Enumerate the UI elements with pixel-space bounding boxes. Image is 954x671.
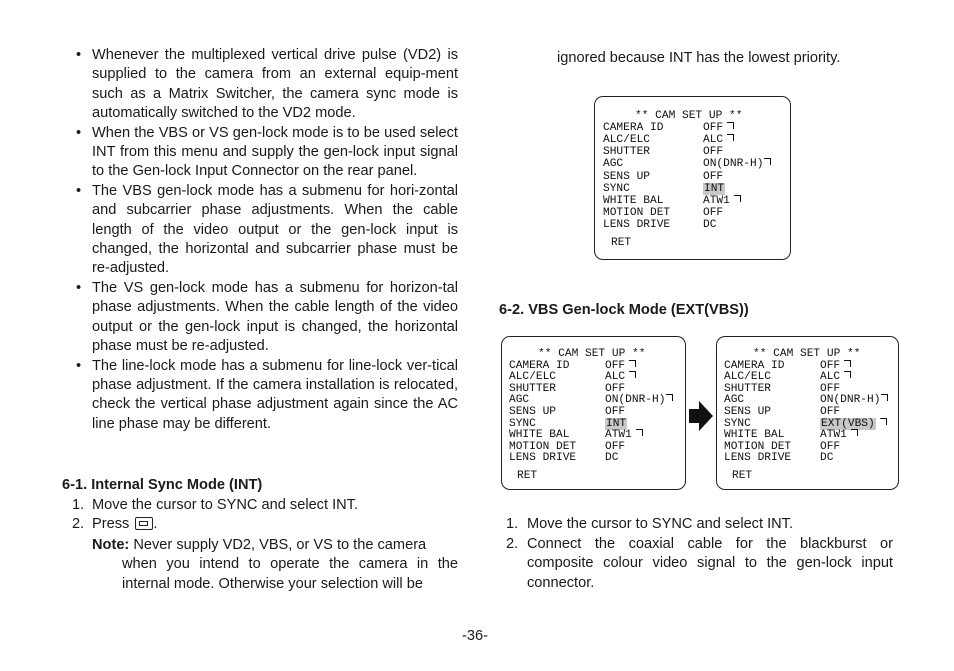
menu-value: DC (605, 452, 619, 465)
menu-label: SYNC (603, 182, 630, 195)
submenu-corner-icon (727, 122, 734, 129)
menu-value: DC (820, 452, 834, 465)
submenu-corner-icon (629, 371, 636, 378)
note-block (92, 536, 458, 594)
menu-label: CAMERA ID (724, 359, 785, 372)
step-number: 1. (506, 516, 519, 532)
set-button-icon (135, 517, 153, 530)
menu-label: SHUTTER (724, 382, 771, 395)
menu-label: AGC (509, 394, 530, 407)
menu-value: ALC (703, 134, 724, 147)
bullet-item: • The VS gen-lock mode has a submenu for horizon-tal phase adjustments. When the cable length of the video output or the gen-lock input is changed, the horizontal phase must be re-adjusted. (76, 279, 458, 355)
menu-value: OFF (605, 406, 626, 418)
menu-label: WHITE BAL (509, 429, 570, 442)
page-number: -36- (462, 628, 488, 644)
menu-value: ATW1 (703, 194, 730, 207)
menu-value: ATW1 (820, 429, 847, 442)
menu-value: INT (606, 417, 627, 430)
menu-value: ALC (820, 371, 841, 384)
submenu-corner-icon (881, 394, 888, 401)
menu-label: ALC/ELC (724, 371, 771, 384)
menu-title: ** CAM SET UP ** (538, 348, 646, 360)
menu-ret: RET (732, 470, 753, 482)
menu-value: EXT(VBS) (821, 417, 875, 430)
menu-ret: RET (611, 237, 632, 249)
menu-label: LENS DRIVE (724, 452, 792, 465)
menu-value: OFF (820, 359, 841, 372)
submenu-corner-icon (727, 134, 734, 141)
submenu-corner-icon (851, 429, 858, 436)
menu-value: OFF (820, 406, 841, 418)
menu-ret: RET (517, 470, 538, 482)
menu-label: AGC (603, 158, 624, 171)
submenu-corner-icon (666, 394, 673, 401)
step-text: Move the cursor to SYNC and select INT. (527, 516, 794, 532)
note-text: when you intend to operate the camera in the internal mode. Otherwise your selection will be (122, 556, 458, 592)
menu-label: SHUTTER (603, 146, 650, 159)
menu-label: LENS DRIVE (603, 218, 671, 231)
menu-value: ON(DNR-H) (605, 394, 666, 407)
bullet-item: • The VBS gen-lock mode has a submenu for hori-zontal and subcarrier phase adjustments. When the cable length of the video output or the gen-lock input is changed, the horizontal and subcarrier phase must be re-adjusted. (76, 182, 458, 277)
cam-setup-menu-int (594, 96, 791, 260)
menu-value: INT (704, 182, 725, 195)
bullet-item: • The line-lock mode has a submenu for line-lock ver-tical phase adjustment. If the camera installation is relocated, check the vertical phase adjustment again since the AC line phase may be different. (76, 357, 458, 432)
menu-label: SYNC (724, 417, 751, 430)
menu-value: OFF (703, 206, 724, 219)
menu-label: SYNC (509, 417, 536, 430)
menu-label: SENS UP (724, 406, 771, 418)
menu-label: AGC (724, 394, 745, 407)
bullet-list (74, 46, 458, 434)
step-number: 2. (72, 516, 85, 532)
menu-value: DC (703, 218, 717, 231)
menu-value: OFF (605, 359, 626, 372)
submenu-corner-icon (844, 360, 851, 367)
note-label: Note: (92, 537, 130, 553)
section-heading-vbs: 6-2. VBS Gen-lock Mode (EXT(VBS)) (499, 302, 749, 318)
menu-label: SENS UP (509, 406, 556, 418)
step-2-right (506, 535, 893, 591)
step-text: Connect the coaxial cable for the blackburst or composite colour video signal to the gen-lock input connector. (527, 536, 893, 591)
menu-value: OFF (605, 382, 626, 395)
step-1-right (506, 515, 794, 534)
menu-label: WHITE BAL (724, 429, 785, 442)
cam-setup-menu-after (716, 336, 899, 490)
menu-label: MOTION DET (724, 440, 792, 453)
menu-label: SHUTTER (509, 382, 556, 395)
submenu-corner-icon (636, 429, 643, 436)
menu-title: ** CAM SET UP ** (753, 348, 861, 360)
menu-label: WHITE BAL (603, 194, 664, 207)
step-number: 2. (506, 536, 519, 552)
menu-value: ALC (605, 371, 626, 384)
continuation-text: ignored because INT has the lowest priority. (557, 50, 841, 66)
menu-label: LENS DRIVE (509, 452, 577, 465)
menu-value: OFF (703, 122, 724, 135)
submenu-corner-icon (844, 371, 851, 378)
step-text: Press (92, 516, 130, 532)
step-2-left: 2. Press . (72, 516, 158, 532)
cam-setup-menu-before (501, 336, 686, 490)
menu-value: OFF (703, 170, 724, 183)
menu-label: ALC/ELC (603, 134, 650, 147)
menu-value: ATW1 (605, 429, 632, 442)
menu-value: OFF (820, 440, 841, 453)
menu-label: CAMERA ID (603, 122, 664, 135)
submenu-corner-icon (764, 158, 771, 165)
step-1-left (72, 496, 359, 515)
note-line1: Never supply VD2, VBS, or VS to the camera (133, 537, 427, 553)
menu-title: ** CAM SET UP ** (635, 110, 743, 122)
menu-label: CAMERA ID (509, 359, 570, 372)
menu-label: MOTION DET (603, 206, 671, 219)
submenu-corner-icon (629, 360, 636, 367)
bullet-item: • Whenever the multiplexed vertical drive pulse (VD2) is supplied to the camera from an external equip-ment such as a Matrix Switcher, the camera sync mode is automatically switched to the VD2 mode. (76, 47, 458, 122)
submenu-corner-icon (734, 195, 741, 202)
step-text: Move the cursor to SYNC and select INT. (92, 497, 359, 513)
section-heading-int: 6-1. Internal Sync Mode (INT) (62, 477, 263, 493)
right-arrow-icon (689, 401, 713, 431)
step-number: 1. (72, 497, 85, 513)
menu-label: SENS UP (603, 170, 650, 183)
menu-label: ALC/ELC (509, 371, 556, 384)
menu-value: ON(DNR-H) (703, 158, 764, 171)
menu-value: ON(DNR-H) (820, 394, 881, 407)
bullet-item: • When the VBS or VS gen-lock mode is to be used select INT from this menu and supply the gen-lock input signal to the Gen-lock Input Connector on the rear panel. (76, 124, 458, 180)
menu-value: OFF (703, 146, 724, 159)
menu-label: MOTION DET (509, 440, 577, 453)
menu-value: OFF (820, 382, 841, 395)
menu-value: OFF (605, 440, 626, 453)
submenu-corner-icon (880, 418, 887, 425)
